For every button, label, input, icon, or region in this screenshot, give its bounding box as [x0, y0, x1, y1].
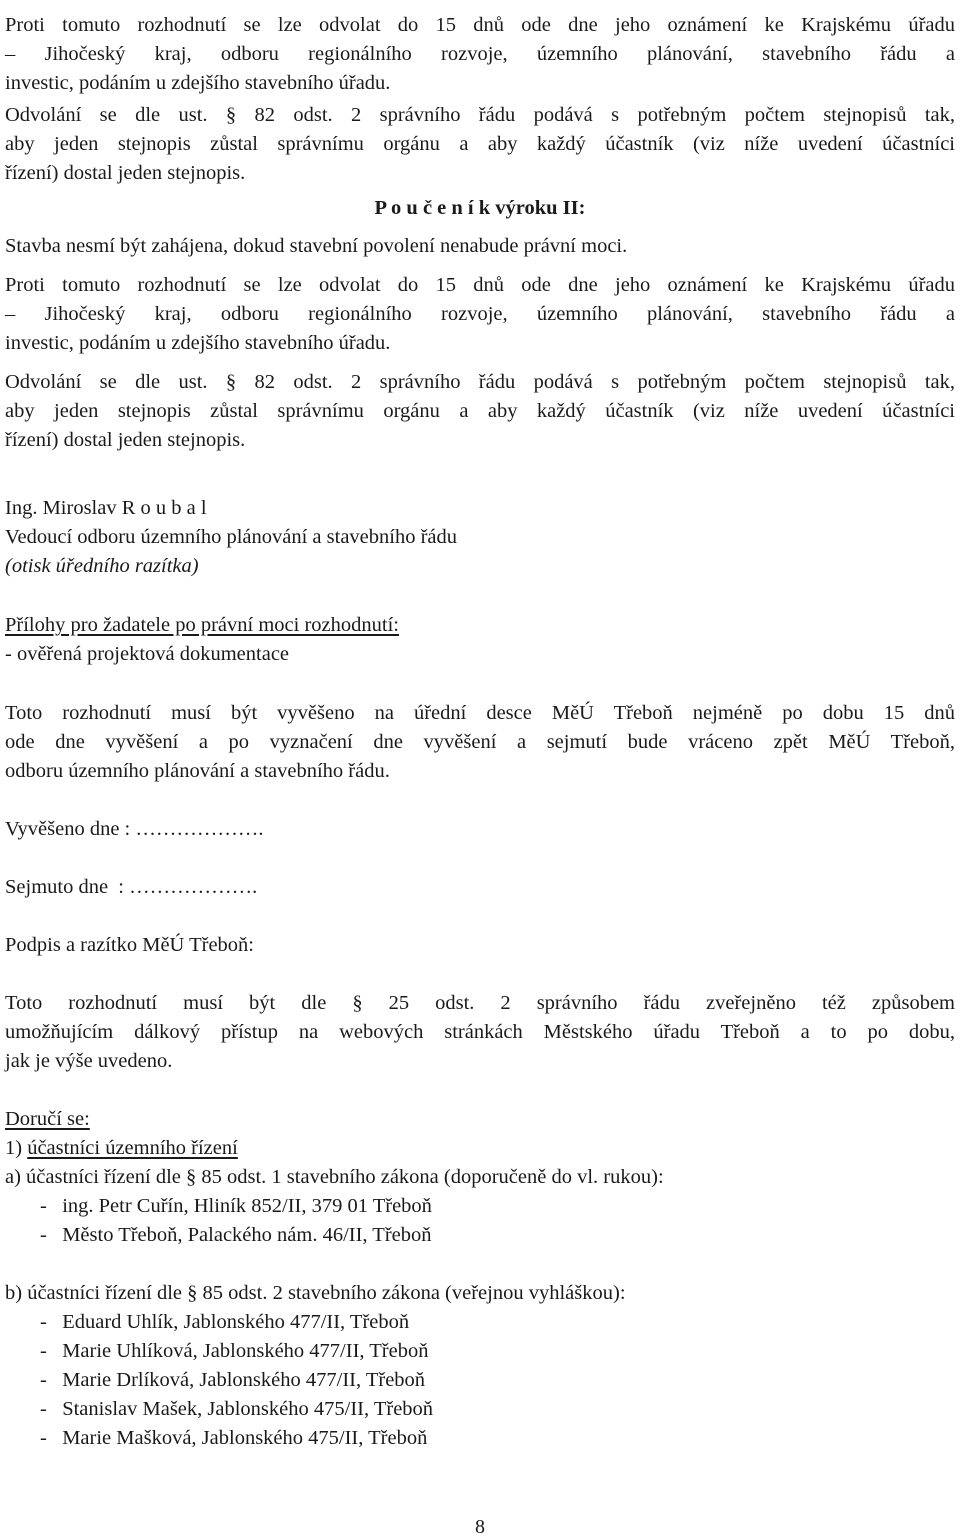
delivery-group-a-item: - Město Třeboň, Palackého nám. 46/II, Třeboň: [40, 1224, 432, 1246]
delivery-group-b-item: - Marie Drlíková, Jablonského 477/II, Třeboň: [40, 1369, 426, 1391]
posting-notice-line-2: ode dne vyvěšení a po vyznačení dne vyvěšení a sejmutí bude vráceno zpět MěÚ Třeboň,: [5, 731, 955, 753]
signatory-role: Vedoucí odboru územního plánování a stavebního řádu: [5, 526, 458, 548]
posted-date-label: Vyvěšeno dne : ……………….: [5, 818, 264, 840]
remote-access-notice-line-2: umožňujícím dálkový přístup na webových stránkách Městského úřadu Třeboň a to po dobu,: [5, 1021, 955, 1043]
remote-access-notice-line-1: Toto rozhodnutí musí být dle § 25 odst. 2 správního řádu zveřejněno též způsobem: [5, 992, 955, 1014]
remote-access-notice-line-3: jak je výše uvedeno.: [5, 1050, 173, 1072]
copies-paragraph-1-line-2: aby jeden stejnopis zůstal správnímu orgánu a aby každý účastník (viz níže uvedení účastníci: [5, 133, 955, 155]
delivery-heading: Doručí se:: [5, 1108, 90, 1130]
copies-paragraph-2-line-1: Odvolání se dle ust. § 82 odst. 2 správního řádu podává s potřebným počtem stejnopisů tak,: [5, 371, 955, 393]
delivery-group-b-item: - Eduard Uhlík, Jablonského 477/II, Třeboň: [40, 1311, 410, 1333]
delivery-group-b-heading: b) účastníci řízení dle § 85 odst. 2 stavebního zákona (veřejnou vyhláškou):: [5, 1282, 626, 1304]
posting-notice-line-1: Toto rozhodnutí musí být vyvěšeno na úřední desce MěÚ Třeboň nejméně po dobu 15 dnů: [5, 702, 955, 724]
page-number: 8: [475, 1516, 485, 1538]
appeal-paragraph-2-line-3: investic, podáním u zdejšího stavebního úřadu.: [5, 332, 391, 354]
copies-paragraph-1-line-1: Odvolání se dle ust. § 82 odst. 2 správního řádu podává s potřebným počtem stejnopisů tak,: [5, 104, 955, 126]
delivery-group-1-number: 1): [5, 1137, 23, 1159]
copies-paragraph-2-line-3: řízení) dostal jeden stejnopis.: [5, 429, 246, 451]
delivery-group-1: [5, 1135, 955, 1161]
appeal-paragraph-1-line-1: Proti tomuto rozhodnutí se lze odvolat do 15 dnů ode dne jeho oznámení ke Krajskému úřadu: [5, 14, 955, 36]
delivery-group-b-item: - Marie Mašková, Jablonského 475/II, Třeboň: [40, 1427, 428, 1449]
copies-paragraph-1-line-3: řízení) dostal jeden stejnopis.: [5, 162, 246, 184]
delivery-group-b-item: - Stanislav Mašek, Jablonského 475/II, Třeboň: [40, 1398, 434, 1420]
signatory-name: Ing. Miroslav R o u b a l: [5, 497, 207, 519]
signature-label: Podpis a razítko MěÚ Třeboň:: [5, 934, 254, 956]
appeal-paragraph-1-line-2: – Jihočeský kraj, odboru regionálního rozvoje, územního plánování, stavebního řádu a: [5, 43, 955, 65]
removed-date-label: Sejmuto dne : ……………….: [5, 876, 258, 898]
delivery-group-a-item: - ing. Petr Cuřín, Hliník 852/II, 379 01 Třeboň: [40, 1195, 432, 1217]
copies-paragraph-2-line-2: aby jeden stejnopis zůstal správnímu orgánu a aby každý účastník (viz níže uvedení účastníci: [5, 400, 955, 422]
appeal-paragraph-2-line-1: Proti tomuto rozhodnutí se lze odvolat do 15 dnů ode dne jeho oznámení ke Krajskému úřadu: [5, 274, 955, 296]
stamp-note: (otisk úředního razítka): [5, 555, 199, 577]
delivery-group-b-item: - Marie Uhlíková, Jablonského 477/II, Třeboň: [40, 1340, 429, 1362]
appeal-paragraph-2-line-2: – Jihočeský kraj, odboru regionálního rozvoje, územního plánování, stavebního řádu a: [5, 303, 955, 325]
appeal-paragraph-1-line-3: investic, podáním u zdejšího stavebního úřadu.: [5, 72, 391, 94]
posting-notice-line-3: odboru územního plánování a stavebního řádu.: [5, 760, 390, 782]
instruction-heading: P o u č e n í k výroku II:: [374, 197, 586, 219]
delivery-group-a-heading: a) účastníci řízení dle § 85 odst. 1 stavebního zákona (doporučeně do vl. rukou):: [5, 1166, 664, 1188]
construction-notice: Stavba nesmí být zahájena, dokud stavební povolení nenabude právní moci.: [5, 235, 628, 257]
attachment-item: - ověřená projektová dokumentace: [5, 643, 290, 665]
delivery-group-1-title: účastníci územního řízení: [27, 1137, 238, 1159]
attachments-heading: Přílohy pro žadatele po právní moci rozhodnutí:: [5, 614, 399, 636]
